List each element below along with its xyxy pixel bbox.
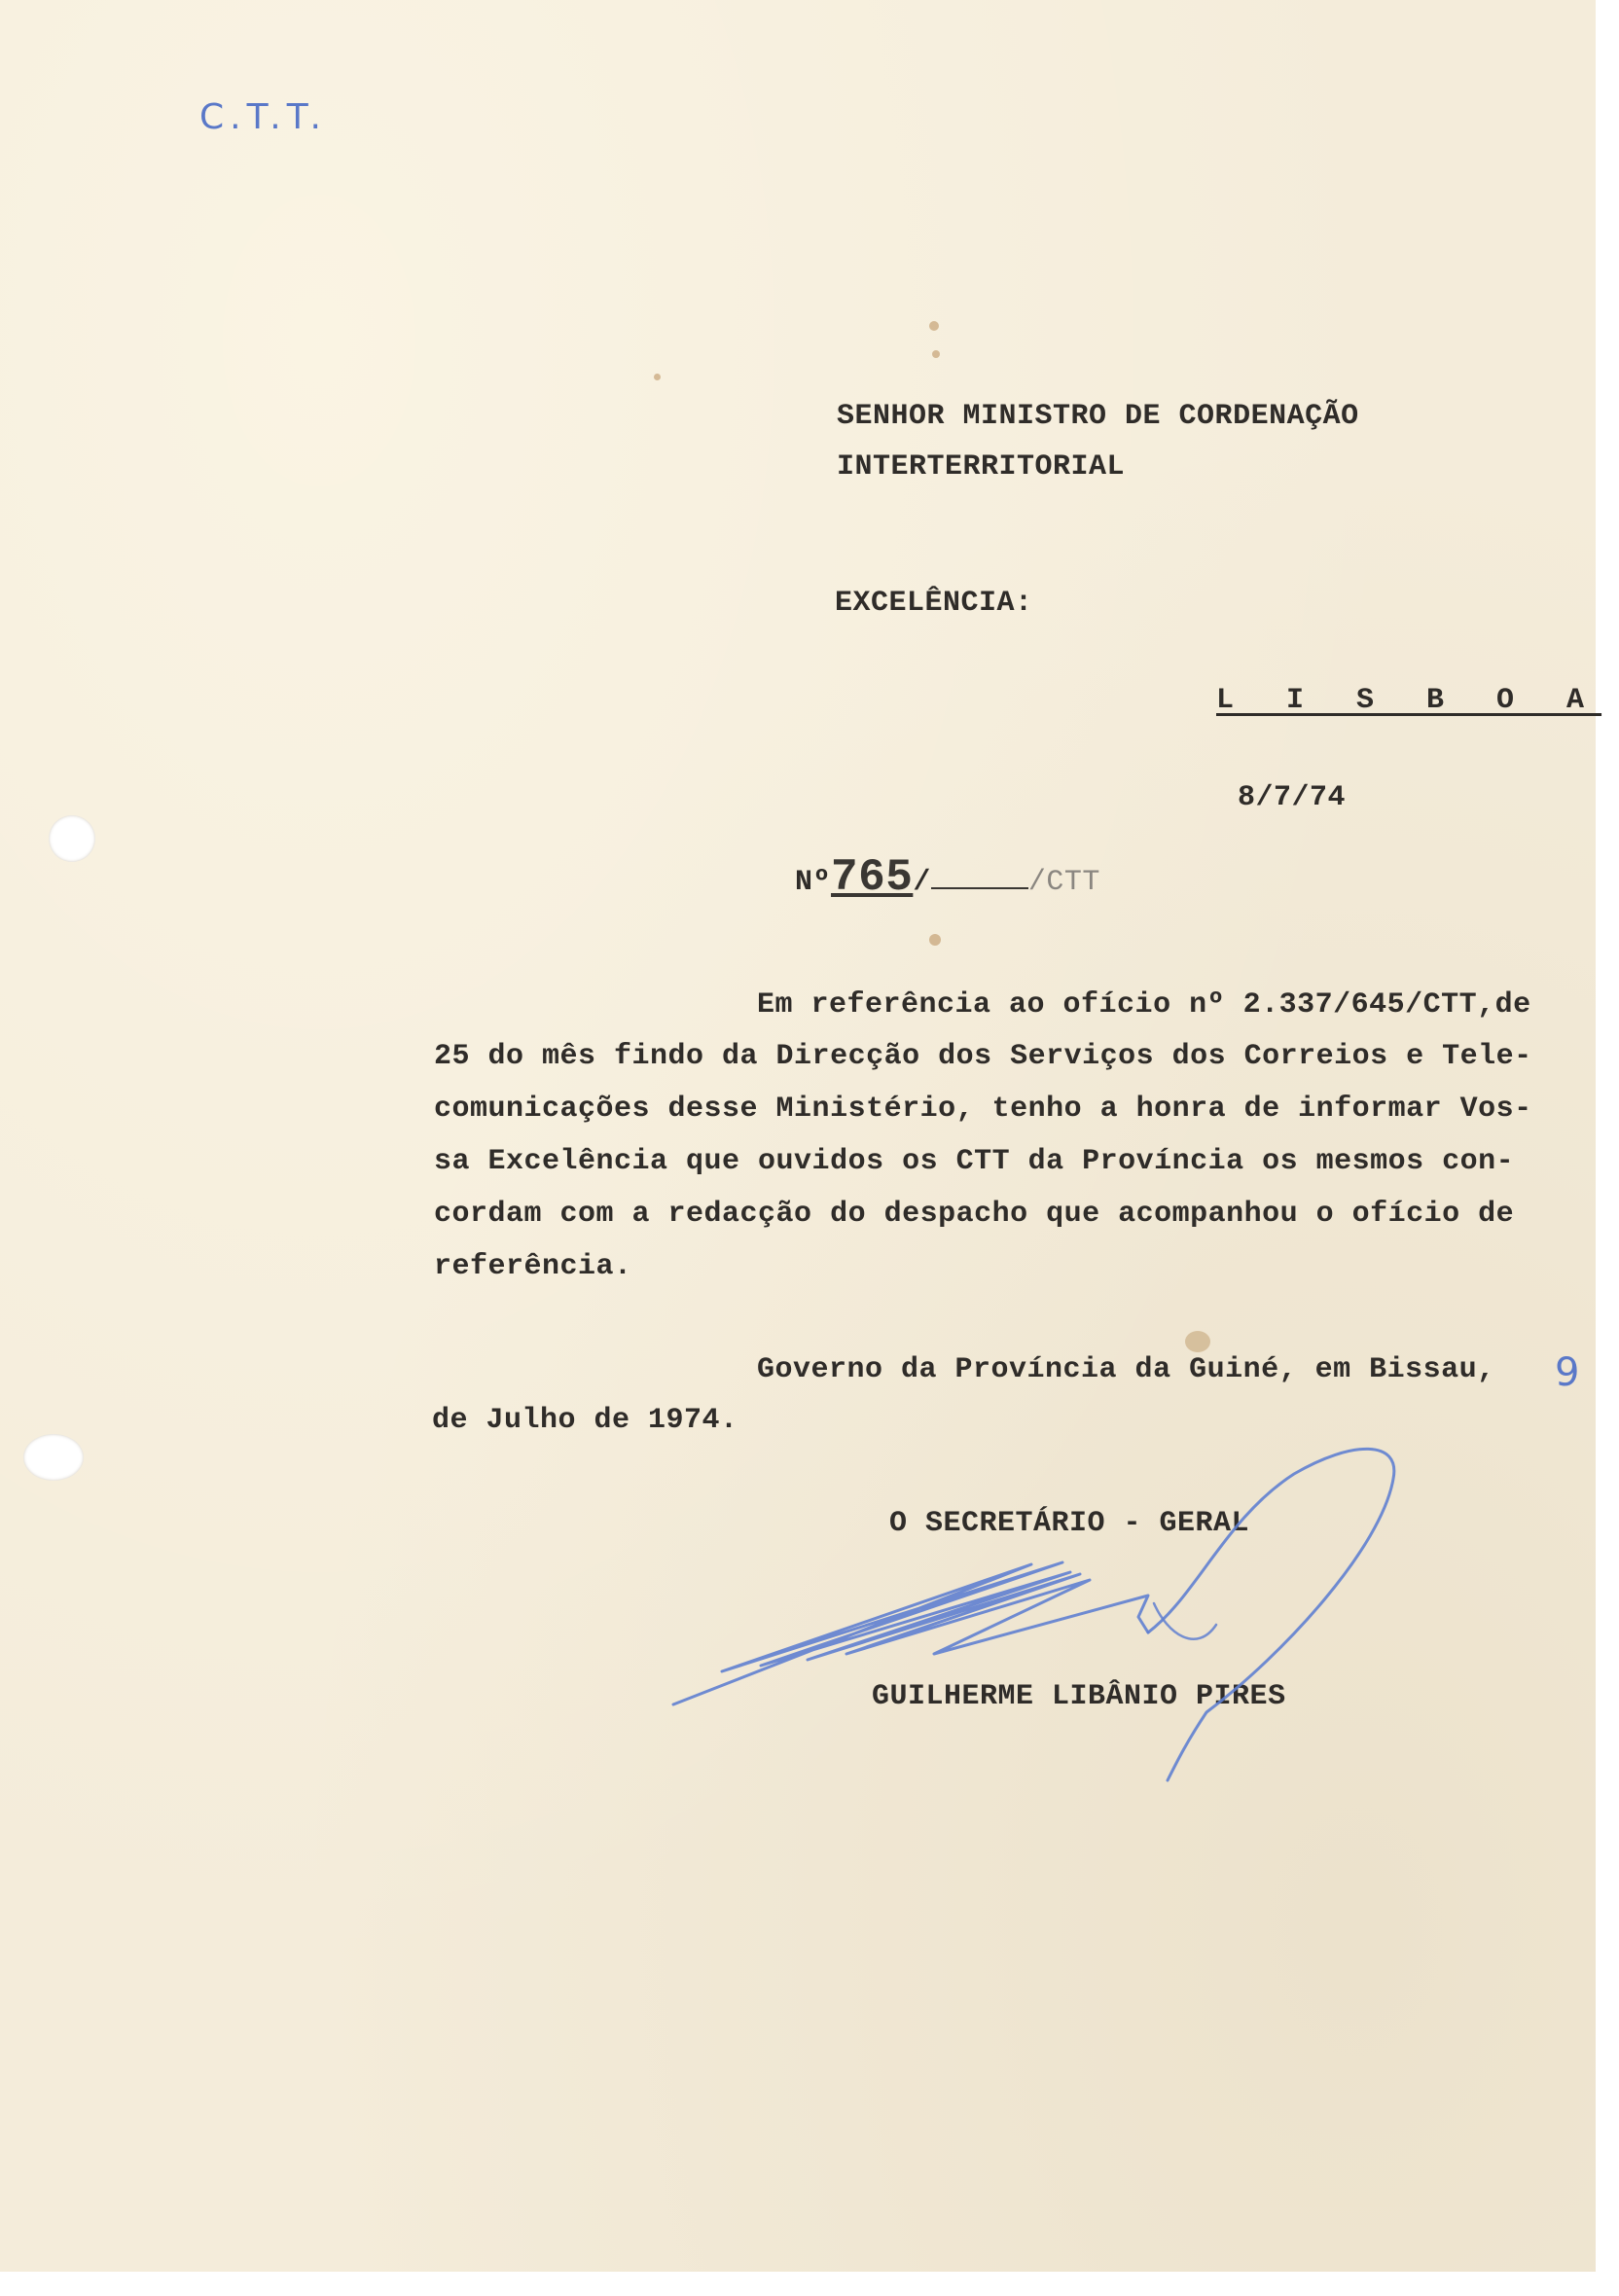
body-line-4: sa Excelência que ouvidos os CTT da Província os mesmos con- xyxy=(434,1145,1515,1178)
closing-line-2: de Julho de 1974. xyxy=(432,1404,738,1437)
closing-line-1: Governo da Província da Guiné, em Bissau, xyxy=(757,1353,1495,1386)
body-line-1: Em referência ao ofício nº 2.337/645/CTT,de xyxy=(757,988,1531,1022)
paper-stain xyxy=(929,321,939,331)
signatory-title: O SECRETÁRIO - GERAL xyxy=(889,1507,1250,1540)
paper-stain xyxy=(654,374,661,380)
addressee-line-2: INTERTERRITORIAL xyxy=(837,450,1126,484)
paper-stain xyxy=(932,350,940,358)
body-line-6: referência. xyxy=(434,1250,632,1283)
punch-hole-upper xyxy=(49,815,95,862)
scan-margin-right xyxy=(1596,0,1619,2296)
reference-number-value: 765 xyxy=(831,852,914,903)
reference-number xyxy=(759,825,1100,903)
paper-stain xyxy=(1185,1331,1210,1352)
addressee-line-1: SENHOR MINISTRO DE CORDENAÇÃO xyxy=(837,400,1359,433)
handwritten-note: C.T.T. xyxy=(199,97,327,137)
scan-margin-bottom xyxy=(0,2272,1619,2296)
salutation: EXCELÊNCIA: xyxy=(835,587,1033,620)
signatory-name: GUILHERME LIBÂNIO PIRES xyxy=(872,1680,1286,1713)
body-line-5: cordam com a redacção do despacho que acompanhou o ofício de xyxy=(434,1198,1515,1231)
reference-suffix: /CTT xyxy=(1027,866,1100,899)
reference-prefix: Nº xyxy=(795,866,832,899)
date-short: 8/7/74 xyxy=(1238,781,1347,814)
body-line-2: 25 do mês findo da Direcção dos Serviços dos Correios e Tele- xyxy=(434,1040,1532,1073)
city: L I S B O A xyxy=(1216,684,1602,717)
paper-stain xyxy=(929,934,941,946)
body-line-3: comunicações desse Ministério, tenho a honra de informar Vos- xyxy=(434,1093,1532,1126)
reference-blank xyxy=(931,886,1028,889)
punch-hole-lower xyxy=(23,1434,84,1481)
reference-separator: / xyxy=(913,866,931,899)
handwritten-day: 9 xyxy=(1555,1350,1580,1395)
